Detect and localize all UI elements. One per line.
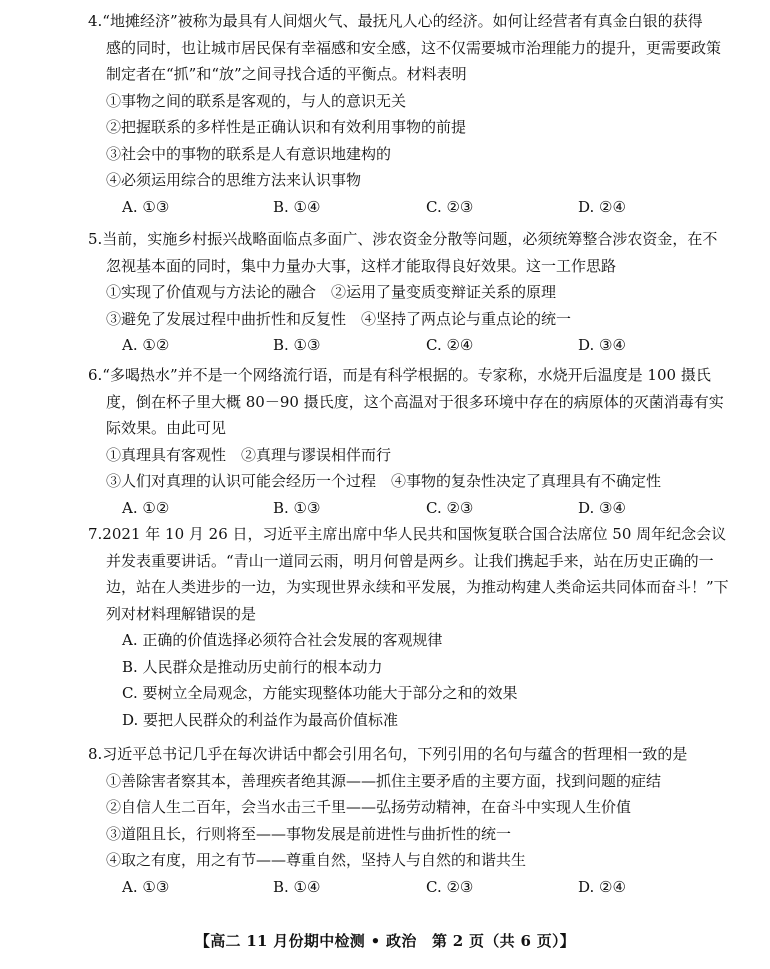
question-7-stem-line: 边，站在人类进步的一边，为实现世界永续和平发展，为推动构建人类命运共同体而奋斗！”下 xyxy=(106,578,729,596)
question-7-option: A. 正确的价值选择必须符合社会发展的客观规律 xyxy=(122,631,443,649)
question-6-stem-line: 际效果。由此可见 xyxy=(106,419,227,437)
question-4-stem-line: 制定者在“抓”和“放”之间寻找合适的平衡点。材料表明 xyxy=(106,65,467,83)
question-6-statement: ①真理具有客观性 ②真理与谬误相伴而行 xyxy=(106,445,392,464)
question-4-statement: ④必须运用综合的思维方法来认识事物 xyxy=(106,171,362,189)
option-b: B. ①③ xyxy=(273,498,321,517)
option-a: A. ①② xyxy=(122,336,170,354)
question-8 xyxy=(88,741,702,900)
question-8-statement: ④取之有度，用之有节——尊重自然，坚持人与自然的和谐共生 xyxy=(106,851,527,869)
question-7-option: C. 要树立全局观念，方能实现整体功能大于部分之和的效果 xyxy=(122,684,518,702)
question-7 xyxy=(88,521,729,733)
option-a: A. ①③ xyxy=(122,197,170,216)
question-7-option: B. 人民群众是推动历史前行的根本动力 xyxy=(122,657,383,676)
option-c: C. ②④ xyxy=(426,336,474,354)
question-4-stem-line: 感的同时，也让城市居民保有幸福感和安全感，这不仅需要城市治理能力的提升，更需要政策 xyxy=(106,38,722,57)
question-5-stem-line: 5.当前，实施乡村振兴战略面临点多面广、涉农资金分散等问题，必须统筹整合涉农资金，在不 xyxy=(88,230,718,248)
question-5-options xyxy=(88,332,702,359)
option-c: C. ②③ xyxy=(426,877,474,896)
option-c: C. ②③ xyxy=(426,197,474,216)
option-d: D. ②④ xyxy=(578,877,626,896)
question-4-stem-line: 4.“地摊经济”被称为最具有人间烟火气、最抚凡人心的经济。如何让经营者有真金白银的获得 xyxy=(88,12,703,30)
question-8-options xyxy=(88,874,702,901)
question-4-statement: ①事物之间的联系是客观的，与人的意识无关 xyxy=(106,91,407,110)
question-6-statement: ③人们对真理的认识可能会经历一个过程 ④事物的复杂性决定了真理具有不确定性 xyxy=(106,472,662,490)
question-4-options xyxy=(88,194,702,221)
option-c: C. ②③ xyxy=(426,498,474,517)
question-5 xyxy=(88,226,718,359)
question-7-stem-line: 并发表重要讲话。“青山一道同云雨，明月何曾是两乡。让我们携起手来，站在历史正确的一 xyxy=(106,551,714,570)
question-7-option: D. 要把人民群众的利益作为最高价值标准 xyxy=(122,710,399,729)
question-5-stem-line: 忽视基本面的同时，集中力量办大事，这样才能取得良好效果。这一工作思路 xyxy=(106,256,617,275)
question-6 xyxy=(88,362,724,521)
option-b: B. ①③ xyxy=(273,336,321,354)
question-5-statement: ③避免了发展过程中曲折性和反复性 ④坚持了两点论与重点论的统一 xyxy=(106,309,572,328)
question-8-statement: ③道阻且长，行则将至——事物发展是前进性与曲折性的统一 xyxy=(106,824,512,843)
question-4 xyxy=(88,8,722,220)
question-8-stem-line: 8.习近平总书记几乎在每次讲话中都会引用名句，下列引用的名句与蕴含的哲理相一致的是 xyxy=(88,745,688,763)
option-b: B. ①④ xyxy=(273,197,321,216)
option-d: D. ③④ xyxy=(578,498,626,517)
question-4-statement: ③社会中的事物的联系是人有意识地建构的 xyxy=(106,144,392,163)
question-5-statement: ①实现了价值观与方法论的融合 ②运用了量变质变辩证关系的原理 xyxy=(106,283,557,301)
question-8-statement: ②自信人生二百年，会当水击三千里——弘扬劳动精神，在奋斗中实现人生价值 xyxy=(106,798,632,816)
option-b: B. ①④ xyxy=(273,877,321,896)
question-7-stem-line: 列对材料理解错误的是 xyxy=(106,604,257,623)
question-8-statement: ①善除害者察其本，善理疾者绝其源——抓住主要矛盾的主要方面，找到问题的症结 xyxy=(106,771,662,790)
question-6-stem-line: 度，倒在杯子里大概 80－90 摄氏度，这个高温对于很多环境中存在的病原体的灭菌消毒有实 xyxy=(106,392,724,411)
option-d: D. ②④ xyxy=(578,197,626,216)
page-footer: 【高二 11 月份期中检测 • 政治 第 2 页（共 6 页）】 xyxy=(194,932,576,950)
question-4-statement: ②把握联系的多样性是正确认识和有效利用事物的前提 xyxy=(106,118,467,136)
option-d: D. ③④ xyxy=(578,336,626,354)
option-a: A. ①③ xyxy=(122,877,170,896)
question-6-stem-line: 6.“多喝热水”并不是一个网络流行语，而是有科学根据的。专家称，水烧开后温度是 100 摄氏 xyxy=(88,366,711,384)
option-a: A. ①② xyxy=(122,498,170,517)
question-6-options xyxy=(88,495,702,522)
question-7-stem-line: 7.2021 年 10 月 26 日，习近平主席出席中华人民共和国恢复联合国合法席位 50 周年纪念会议 xyxy=(88,525,727,543)
